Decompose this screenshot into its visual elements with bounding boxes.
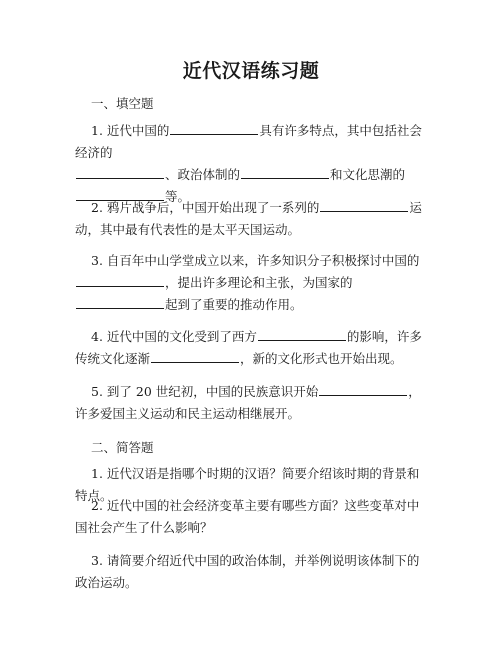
question-number: 5. (91, 384, 107, 399)
fill-question-1: 1. 近代中国的 具有许多特点，其中包括社会经济的 、政治体制的 和文化思潮的 等。 (75, 123, 422, 204)
answer-blank[interactable] (76, 166, 164, 179)
answer-blank[interactable] (76, 274, 164, 287)
answer-blank[interactable] (320, 199, 408, 212)
answer-blank[interactable] (76, 296, 164, 309)
fill-question-3: 3. 自百年中山学堂成立以来，许多知识分子积极探讨中国的 ，提出许多理论和主张，为国家的起到了重要的推动作用。 (75, 250, 431, 316)
short-answer-question-3: 3. 请简要介绍近代中国的政治体制，并举例说明该体制下的政治运动。 (75, 553, 420, 590)
fill-question-2: 2. 鸦片战争后，中国开始出现了一系列的 运动，其中最有代表性的是太平天国运动。 (75, 200, 422, 237)
section-heading-fill-in: 一、填空题 (91, 96, 154, 111)
answer-blank[interactable] (258, 328, 346, 341)
page-title: 近代汉语练习题 (182, 60, 320, 82)
short-answer-question-1: 1. 近代汉语是指哪个时期的汉语？简要介绍该时期的背景和特点。 (75, 466, 420, 503)
fill-question-4: 4. 近代中国的文化受到了西方 的影响，许多传统文化逐渐 ，新的文化形式也开始出现。 (75, 329, 422, 366)
question-number: 1. (91, 123, 107, 138)
question-number: 3. (91, 253, 107, 268)
fill-question-5: 5. 到了 20 世纪初，中国的民族意识开始 ，许多爱国主义运动和民主运动相继展开。 (75, 384, 421, 421)
answer-blank[interactable] (151, 350, 239, 363)
answer-blank[interactable] (319, 383, 407, 396)
question-number: 4. (91, 329, 107, 344)
answer-blank[interactable] (170, 122, 258, 135)
section-heading-short-answer: 二、简答题 (91, 440, 154, 455)
question-number: 2. (91, 200, 107, 215)
answer-blank[interactable] (241, 166, 329, 179)
short-answer-question-2: 2. 近代中国的社会经济变革主要有哪些方面？这些变革对中国社会产生了什么影响？ (75, 498, 420, 535)
